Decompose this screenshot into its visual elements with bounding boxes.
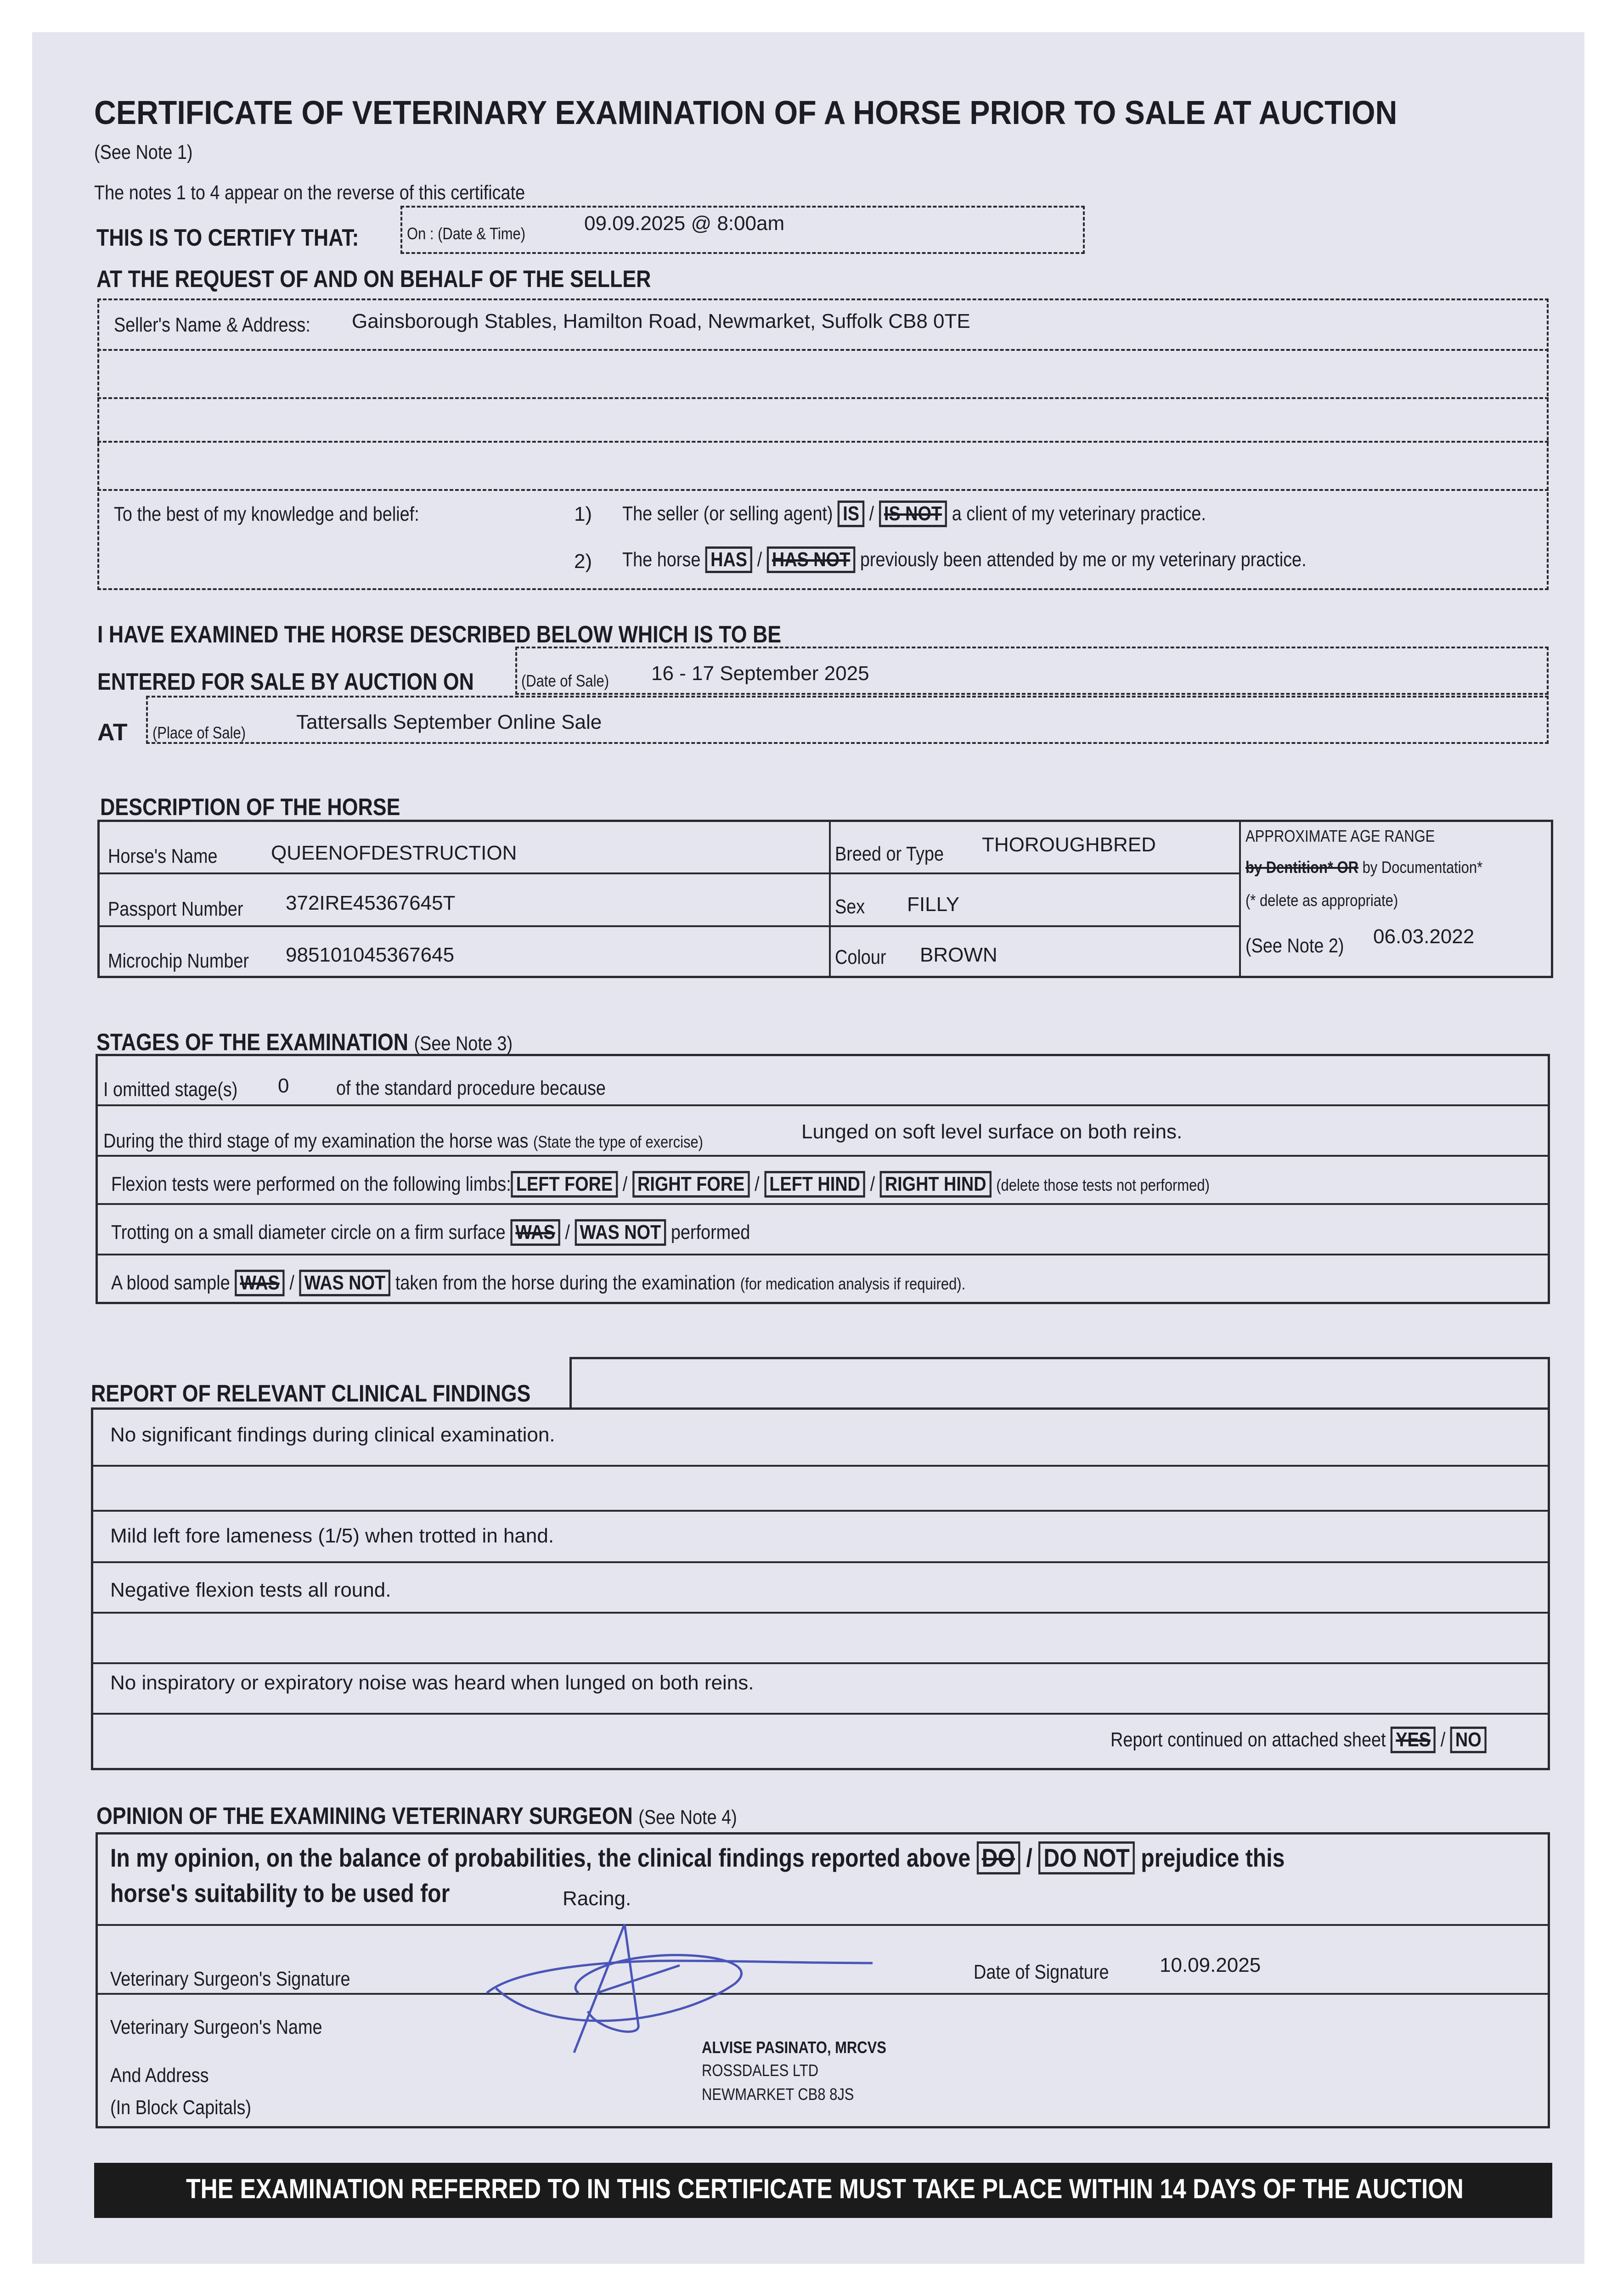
report-heading: REPORT OF RELEVANT CLINICAL FINDINGS xyxy=(91,1380,531,1407)
blood-was-option[interactable]: WAS xyxy=(235,1270,285,1296)
omitted-value[interactable]: 0 xyxy=(278,1075,289,1097)
stages-heading-note: (See Note 3) xyxy=(414,1032,513,1055)
age-delete-note: (* delete as appropriate) xyxy=(1245,891,1398,910)
surgeon-address-label: And Address xyxy=(110,2064,209,2087)
signature-label: Veterinary Surgeon's Signature xyxy=(110,1968,350,1990)
stamp-line-1: ALVISE PASINATO, MRCVS xyxy=(702,2038,886,2057)
age-see-note: (See Note 2) xyxy=(1245,934,1344,957)
see-note-1: (See Note 1) xyxy=(94,141,193,163)
report-line-4[interactable]: Negative flexion tests all round. xyxy=(110,1579,391,1601)
blood-was-not-option[interactable]: WAS NOT xyxy=(299,1270,390,1296)
opinion-text-1: In my opinion, on the balance of probabilities, the clinical findings reported above xyxy=(110,1843,971,1872)
stages-heading xyxy=(96,1029,513,1056)
sex-value[interactable]: FILLY xyxy=(907,893,960,916)
passport-label: Passport Number xyxy=(108,898,243,920)
surgeon-name-label: Veterinary Surgeon's Name xyxy=(110,2016,322,2038)
horse-name-value[interactable]: QUEENOFDESTRUCTION xyxy=(271,842,517,864)
colour-value[interactable]: BROWN xyxy=(920,944,997,966)
is-not-option[interactable]: IS NOT xyxy=(879,501,947,527)
age-method-line xyxy=(1245,858,1482,877)
opinion-sep: / xyxy=(1026,1843,1032,1872)
flexion-label: Flexion tests were performed on the following limbs: xyxy=(111,1173,511,1195)
item1-num: 1) xyxy=(574,503,592,525)
opinion-text-1-end: prejudice this xyxy=(1141,1843,1285,1872)
omitted-label: I omitted stage(s) xyxy=(103,1078,238,1101)
opinion-heading-text: OPINION OF THE EXAMINING VETERINARY SURGEON xyxy=(96,1803,633,1829)
stamp-line-3: NEWMARKET CB8 8JS xyxy=(702,2085,854,2104)
item1-suffix: a client of my veterinary practice. xyxy=(952,502,1206,525)
flexion-line xyxy=(111,1171,1210,1198)
passport-value[interactable]: 372IRE45367645T xyxy=(286,892,456,914)
report-line-1[interactable]: No significant findings during clinical examination. xyxy=(110,1424,555,1446)
third-stage-label: During the third stage of my examination the horse was xyxy=(103,1130,529,1152)
opinion-do-not-option[interactable]: DO NOT xyxy=(1038,1841,1135,1874)
place-of-sale-label: (Place of Sale) xyxy=(152,723,246,742)
place-of-sale-value: Tattersalls September Online Sale xyxy=(296,711,602,733)
trot-sep: / xyxy=(565,1221,570,1244)
microchip-label: Microchip Number xyxy=(108,950,249,972)
flexion-right-fore[interactable]: RIGHT FORE xyxy=(632,1171,750,1198)
item2-suffix: previously been attended by me or my veterinary practice. xyxy=(860,548,1307,571)
flexion-sep-1: / xyxy=(622,1173,628,1195)
item1-sep: / xyxy=(869,502,874,525)
breed-value[interactable]: THOROUGHBRED xyxy=(982,833,1156,856)
blood-note: (for medication analysis if required). xyxy=(740,1274,966,1293)
breed-label: Breed or Type xyxy=(835,843,944,865)
date-of-sale-value: 16 - 17 September 2025 xyxy=(651,662,869,685)
age-method[interactable]: by Documentation* xyxy=(1362,858,1483,877)
third-stage-note: (State the type of exercise) xyxy=(533,1132,703,1151)
flexion-right-hind[interactable]: RIGHT HIND xyxy=(880,1171,992,1198)
age-value[interactable]: 06.03.2022 xyxy=(1373,925,1475,948)
belief-label: To the best of my knowledge and belief: xyxy=(114,503,419,525)
sale-heading-2: ENTERED FOR SALE BY AUCTION ON xyxy=(97,669,474,695)
horse-name-label: Horse's Name xyxy=(108,845,218,867)
flexion-left-fore[interactable]: LEFT FORE xyxy=(511,1171,618,1198)
age-heading: APPROXIMATE AGE RANGE xyxy=(1245,827,1435,845)
has-not-option[interactable]: HAS NOT xyxy=(767,546,856,573)
on-value: 09.09.2025 @ 8:00am xyxy=(584,212,785,235)
omitted-suffix: of the standard procedure because xyxy=(336,1077,606,1099)
continued-sep: / xyxy=(1440,1728,1446,1751)
trot-was-option[interactable]: WAS xyxy=(510,1219,560,1246)
trot-suffix: performed xyxy=(671,1221,750,1244)
signature-date-value[interactable]: 10.09.2025 xyxy=(1160,1954,1261,1976)
flexion-sep-3: / xyxy=(870,1173,875,1195)
blood-sep: / xyxy=(289,1272,294,1294)
continued-no-option[interactable]: NO xyxy=(1450,1727,1487,1753)
opinion-line-1 xyxy=(110,1841,1285,1874)
certify-label: THIS IS TO CERTIFY THAT: xyxy=(96,225,359,251)
item1-prefix: The seller (or selling agent) xyxy=(622,502,833,525)
age-struck-option[interactable]: by Dentition* OR xyxy=(1245,858,1358,877)
opinion-heading-note: (See Note 4) xyxy=(638,1806,737,1829)
stages-heading-text: STAGES OF THE EXAMINATION xyxy=(96,1029,409,1056)
opinion-use-value[interactable]: Racing. xyxy=(563,1887,631,1910)
trot-label: Trotting on a small diameter circle on a firm surface xyxy=(111,1221,506,1244)
flexion-note: (delete those tests not performed) xyxy=(996,1176,1210,1194)
report-heading-box xyxy=(569,1357,1550,1410)
seller-value[interactable]: Gainsborough Stables, Hamilton Road, Newmarket, Suffolk CB8 0TE xyxy=(352,310,970,332)
blood-label: A blood sample xyxy=(111,1272,230,1294)
has-option[interactable]: HAS xyxy=(705,546,752,573)
on-label: On : (Date & Time) xyxy=(407,224,526,243)
opinion-do-option[interactable]: DO xyxy=(977,1841,1020,1874)
blood-suffix: taken from the horse during the examination xyxy=(395,1272,736,1294)
seller-label: Seller's Name & Address: xyxy=(114,314,310,336)
date-of-sale-label: (Date of Sale) xyxy=(521,671,609,690)
block-capitals-label: (In Block Capitals) xyxy=(110,2096,252,2119)
report-line-6[interactable]: No inspiratory or expiratory noise was heard when lunged on both reins. xyxy=(110,1671,754,1694)
colour-label: Colour xyxy=(835,946,886,968)
is-option[interactable]: IS xyxy=(838,501,864,527)
sex-label: Sex xyxy=(835,895,865,918)
third-stage-value[interactable]: Lunged on soft level surface on both reins. xyxy=(801,1120,1183,1143)
footer-banner-text: THE EXAMINATION REFERRED TO IN THIS CERTIFICATE MUST TAKE PLACE WITHIN 14 DAYS OF THE AUCTION xyxy=(186,2173,1464,2204)
notes-line: The notes 1 to 4 appear on the reverse of this certificate xyxy=(94,181,525,204)
trot-was-not-option[interactable]: WAS NOT xyxy=(575,1219,666,1246)
opinion-heading xyxy=(96,1802,737,1830)
page-title: CERTIFICATE OF VETERINARY EXAMINATION OF A HORSE PRIOR TO SALE AT AUCTION xyxy=(94,95,1398,131)
continued-yes-option[interactable]: YES xyxy=(1391,1727,1436,1753)
microchip-value[interactable]: 985101045367645 xyxy=(286,944,455,966)
attended-statement xyxy=(622,546,1307,573)
signature-mark[interactable] xyxy=(459,1919,882,2057)
signature-date-label: Date of Signature xyxy=(974,1961,1109,1983)
third-stage-line xyxy=(103,1130,703,1153)
blood-sample-line xyxy=(111,1270,965,1296)
sale-heading-1: I HAVE EXAMINED THE HORSE DESCRIBED BELOW WHICH IS TO BE xyxy=(97,621,782,648)
request-heading: AT THE REQUEST OF AND ON BEHALF OF THE SELLER xyxy=(96,266,651,293)
flexion-left-hind[interactable]: LEFT HIND xyxy=(764,1171,865,1198)
item2-num: 2) xyxy=(574,550,592,573)
item2-prefix: The horse xyxy=(622,548,701,571)
description-heading: DESCRIPTION OF THE HORSE xyxy=(100,794,400,821)
at-label: AT xyxy=(97,719,128,746)
trotting-line xyxy=(111,1219,750,1246)
continued-label: Report continued on attached sheet xyxy=(1110,1728,1386,1751)
flexion-sep-2: / xyxy=(755,1173,760,1195)
report-continued-line xyxy=(1110,1727,1487,1753)
client-statement xyxy=(622,501,1206,527)
report-line-3[interactable]: Mild left fore lameness (1/5) when trotted in hand. xyxy=(110,1525,554,1547)
opinion-text-2: horse's suitability to be used for xyxy=(110,1879,450,1908)
stamp-line-2: ROSSDALES LTD xyxy=(702,2061,819,2080)
item2-sep: / xyxy=(757,548,762,571)
